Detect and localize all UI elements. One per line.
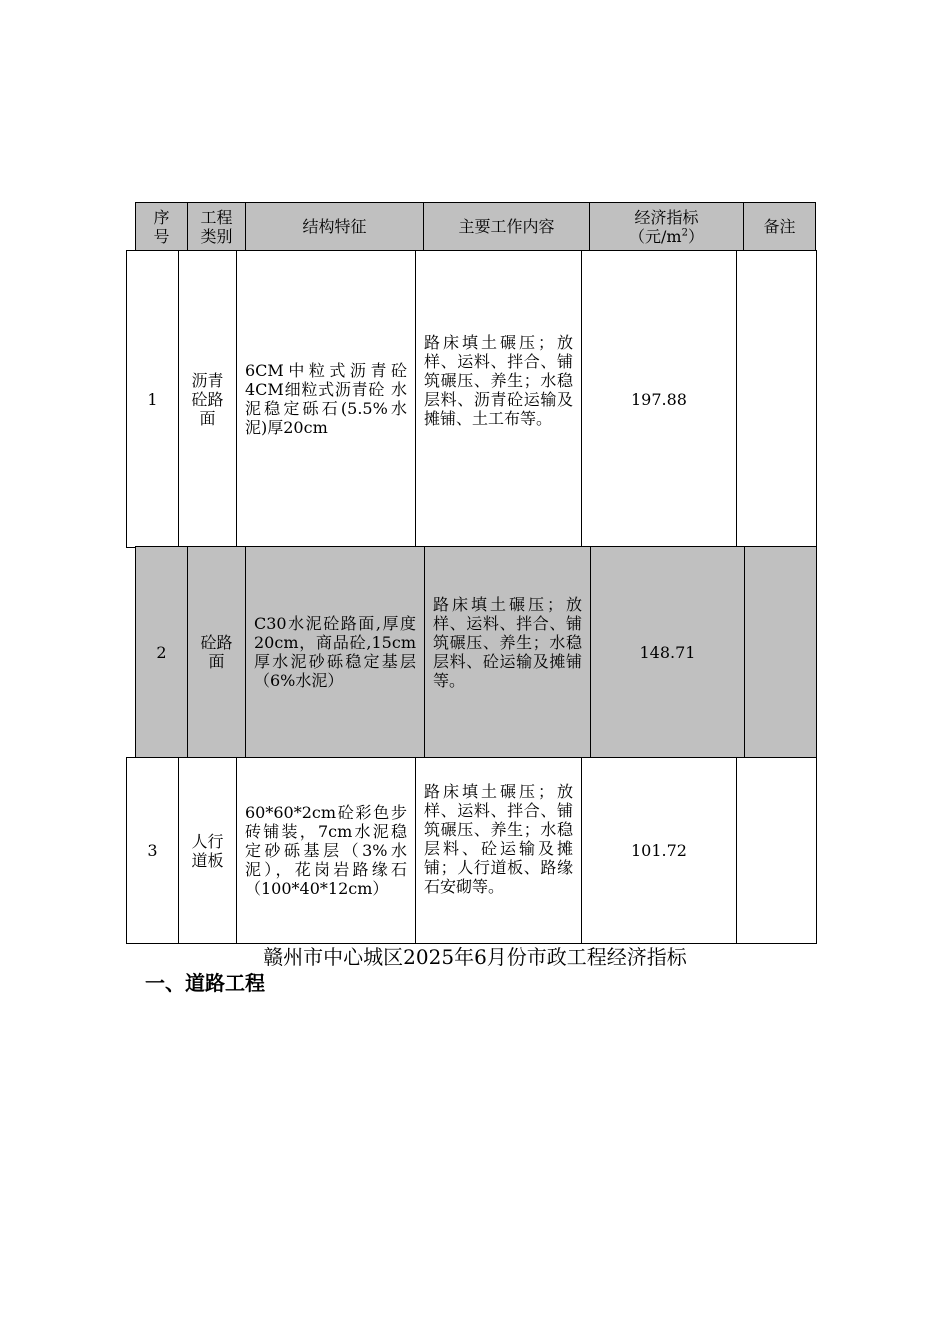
row-remark <box>737 758 817 944</box>
header-category: 工程类别 <box>188 203 246 251</box>
header-work: 主要工作内容 <box>424 203 590 251</box>
row-index: 148.71 <box>591 547 745 758</box>
header-index-line1: 经济指标 <box>634 207 699 227</box>
header-index <box>590 203 744 251</box>
row-seq: 2 <box>136 547 188 758</box>
row-structure: C30水泥砼路面,厚度20cm，商品砼,15cm厚水泥砂砾稳定基层（6%水泥） <box>246 547 425 758</box>
header-structure: 结构特征 <box>246 203 424 251</box>
row-structure: 6CM中粒式沥青砼 4CM细粒式沥青砼 水泥稳定砾石(5.5%水泥)厚20cm <box>237 251 416 548</box>
row-category: 沥青砼路面 <box>179 251 237 548</box>
row-remark <box>745 547 817 758</box>
table-row <box>126 757 817 944</box>
row-seq: 1 <box>127 251 179 548</box>
document-title: 赣州市中心城区2025年6月份市政工程经济指标 <box>263 945 687 969</box>
header-seq: 序号 <box>136 203 188 251</box>
row-index: 101.72 <box>582 758 737 944</box>
row-seq: 3 <box>127 758 179 944</box>
row-work: 路床填土碾压；放样、运料、拌合、铺筑碾压、养生；水稳层料、砼运输及摊铺等。 <box>425 547 591 758</box>
row-work: 路床填土碾压；放样、运料、拌合、铺筑碾压、养生；水稳层料、沥青砼运输及摊铺、土工布等。 <box>416 251 582 548</box>
row-category: 砼路面 <box>188 547 246 758</box>
row-work: 路床填土碾压；放样、运料、拌合、铺筑碾压、养生；水稳层料、砼运输及摊铺；人行道板、路缘石安砌等。 <box>416 758 582 944</box>
section-heading: 一、道路工程 <box>145 971 265 995</box>
table-header <box>135 202 816 251</box>
row-index: 197.88 <box>582 251 737 548</box>
table-row <box>126 250 817 548</box>
row-structure: 60*60*2cm砼彩色步砖铺装，7cm水泥稳定砂砾基层（3%水泥），花岗岩路缘石（100*40*12cm） <box>237 758 416 944</box>
row-remark <box>737 251 817 548</box>
row-category: 人行道板 <box>179 758 237 944</box>
header-remark: 备注 <box>744 203 816 251</box>
header-index-line2: （元$/m^2$） <box>629 226 704 246</box>
table-row <box>135 546 817 758</box>
